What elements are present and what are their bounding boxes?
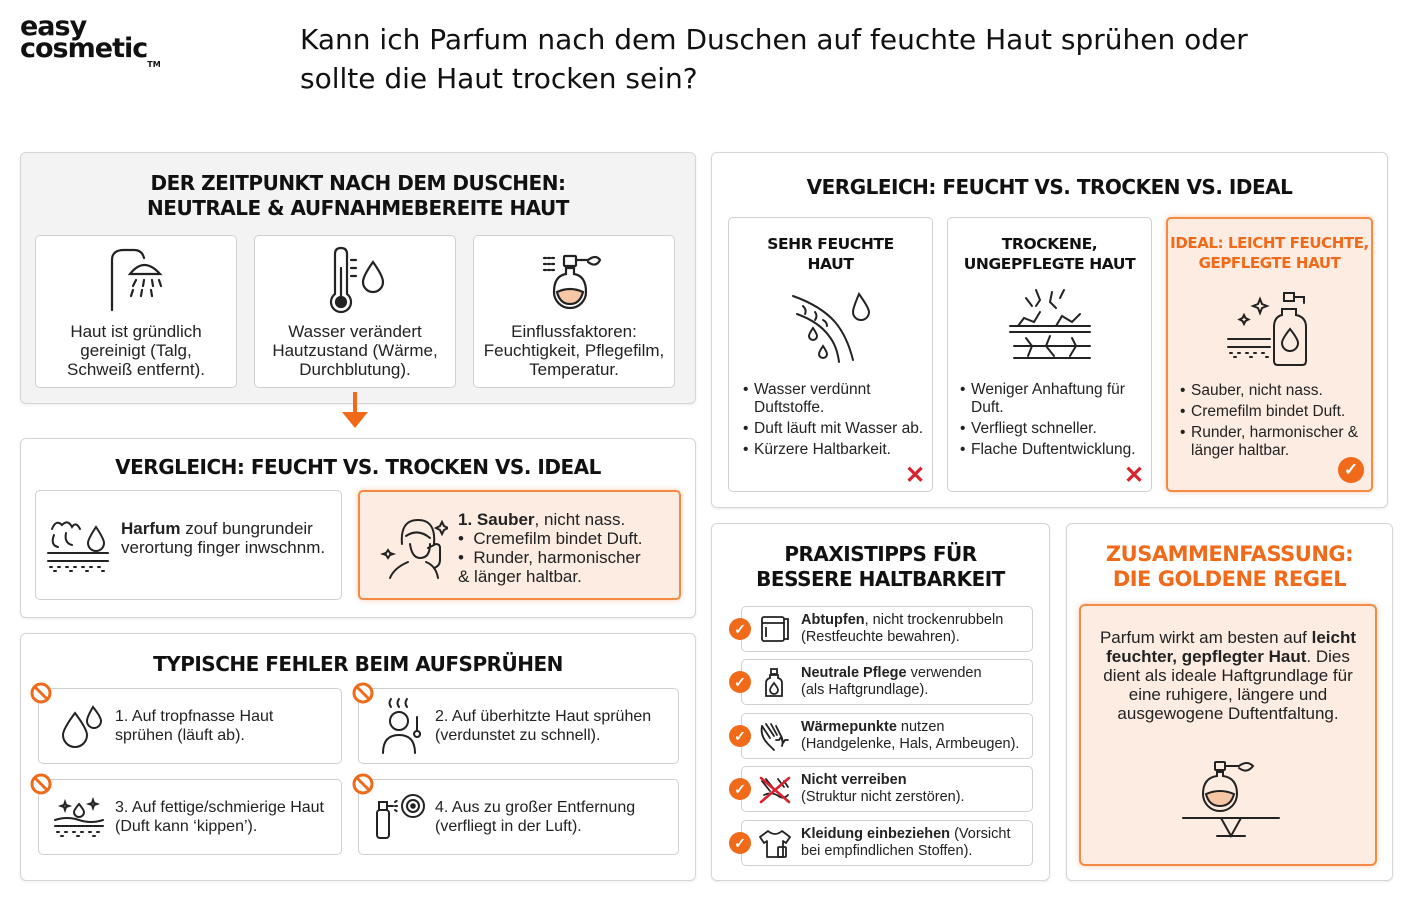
no-sign-icon bbox=[352, 773, 374, 795]
praxis-tip-4-line2: (Struktur nicht zerstören). bbox=[801, 789, 965, 805]
no-sign-icon bbox=[352, 682, 374, 704]
praxis-tip-3-rest: nutzen bbox=[896, 719, 945, 735]
praxis-tip-5 bbox=[741, 820, 1033, 866]
vergleich-small-right-bullet-2: Runder, harmonischer bbox=[473, 548, 641, 567]
check-icon: ✓ bbox=[729, 725, 751, 747]
check-icon: ✓ bbox=[729, 778, 751, 800]
zeitpunkt-title: DER ZEITPUNKT NACH DEM DUSCHEN: NEUTRALE & AUFNAHMEBEREITE HAUT bbox=[147, 171, 569, 220]
arrow-down-icon bbox=[340, 392, 370, 430]
vergleich-small-right-text: 1. Sauber, nicht nass. • Cremefilm bindet Duft. • Runder, harmonischer & länger haltbar. bbox=[458, 510, 678, 586]
lotion-bottle-icon bbox=[758, 668, 790, 703]
check-badge-icon: ✓ bbox=[1338, 457, 1364, 483]
praxis-tip-3-bold: Wärmepunkte bbox=[801, 719, 897, 735]
praxis-tip-5-rest: (Vorsicht bbox=[950, 826, 1011, 842]
overheated-person-icon bbox=[377, 697, 423, 755]
vergleich-col-2-bullet: • Verfliegt schneller. bbox=[960, 420, 1150, 438]
check-icon: ✓ bbox=[729, 671, 751, 693]
vergleich-col-2-bullet: • Flache Duftentwicklung. bbox=[960, 441, 1150, 459]
golden-rule-pre: Parfum wirkt am besten auf bbox=[1099, 628, 1312, 647]
towel-icon bbox=[758, 615, 790, 650]
praxis-tip-2-rest: verwenden bbox=[906, 665, 982, 681]
vergleich-col-3-bullet: • Runder, harmonischer & länger haltbar. bbox=[1180, 424, 1372, 460]
golden-rule-bold: leicht feuchter, gepflegter Haut bbox=[1106, 628, 1357, 666]
cross-icon: ✕ bbox=[905, 462, 926, 489]
spray-distance-icon bbox=[371, 792, 427, 842]
brand-logo bbox=[20, 11, 161, 69]
vergleich-col-2-bullet: • Weniger Anhaftung für Duft. bbox=[960, 381, 1150, 417]
fehler-item-1-text: 1. Auf tropfnasse Haut sprühen (läuft ab). bbox=[115, 708, 274, 744]
vergleich-col-3-title: IDEAL: LEICHT FEUCHTE, GEPFLEGTE HAUT bbox=[1170, 234, 1369, 272]
zeitpunkt-card-3-text: Einflussfaktoren: Feuchtigkeit, Pflegefilm, Temperatur. bbox=[483, 322, 665, 379]
praxis-tip-2 bbox=[741, 659, 1033, 705]
hair-skin-icon bbox=[46, 517, 110, 575]
fehler-title: TYPISCHE FEHLER BEIM AUFSPRÜHEN bbox=[153, 652, 563, 676]
praxis-tip-3 bbox=[741, 713, 1033, 759]
fehler-item-4 bbox=[358, 779, 679, 855]
vergleich-col-3 bbox=[1166, 217, 1373, 492]
brand-line1: easy bbox=[20, 11, 87, 42]
zeitpunkt-card-2-text: Wasser verändert Hautzustand (Wärme, Durchblutung). bbox=[272, 322, 438, 379]
summary-title: ZUSAMMENFASSUNG: DIE GOLDENE REGEL bbox=[1105, 542, 1354, 591]
fehler-item-3-text: 3. Auf fettige/schmierige Haut (Duft kann ‘kippen’). bbox=[115, 799, 324, 835]
wet-arm-icon bbox=[791, 286, 871, 366]
praxis-tip-4 bbox=[741, 766, 1033, 812]
praxis-tip-2-bold: Neutrale Pflege bbox=[801, 665, 907, 681]
praxis-tip-5-text bbox=[801, 826, 1010, 860]
brand-line2: cosmetic bbox=[20, 33, 148, 64]
vergleich-col-1 bbox=[728, 217, 933, 492]
no-sign-icon bbox=[30, 682, 52, 704]
vergleich-col-1-bullet: • Duft läuft mit Wasser ab. bbox=[743, 420, 931, 438]
vergleich-small-right-bullet-1: Cremefilm bindet Duft. bbox=[473, 529, 643, 548]
vergleich-col-3-bullet: • Sauber, nicht nass. bbox=[1180, 382, 1372, 400]
brand-tm: TM bbox=[147, 60, 161, 69]
vergleich-small-left-rest: zouf bungrundeir verortung finger inwschnm. bbox=[121, 519, 326, 557]
vergleich-small-left bbox=[35, 490, 342, 600]
fehler-item-3 bbox=[38, 779, 342, 855]
vergleich-col-2-list bbox=[960, 381, 1150, 462]
golden-rule-post: . Dies dient als ideale Haftgrundlage für eine ruhigere, längere und ausgewogene Duftentfaltung. bbox=[1103, 647, 1353, 723]
vergleich-small-right-rest: , nicht nass. bbox=[534, 510, 626, 529]
praxis-tip-2-text bbox=[801, 665, 982, 699]
vergleich-small-left-bold: Harfum bbox=[121, 519, 181, 538]
praxis-tip-4-text bbox=[801, 772, 965, 806]
fehler-item-2-text: 2. Auf überhitzte Haut sprühen (verdunstet zu schnell). bbox=[435, 708, 652, 744]
fehler-item-2 bbox=[358, 688, 679, 764]
praxis-tip-3-text bbox=[801, 719, 1019, 753]
no-sign-icon bbox=[30, 773, 52, 795]
praxis-tip-2-line2: (als Haftgrundlage). bbox=[801, 682, 929, 698]
lotion-pump-icon bbox=[1226, 287, 1316, 367]
page-title: Kann ich Parfum nach dem Duschen auf feuchte Haut sprühen oder sollte die Haut trocken sein? bbox=[300, 23, 1248, 95]
vergleich-col-1-bullet: • Wasser verdünnt Duftstoffe. bbox=[743, 381, 931, 417]
vergleich-col-3-list bbox=[1180, 382, 1372, 463]
vergleich-small-right-last: & länger haltbar. bbox=[458, 567, 582, 586]
praxis-tip-1-line2: (Restfeuchte bewahren). bbox=[801, 629, 960, 645]
zeitpunkt-card-3 bbox=[473, 235, 675, 388]
golden-rule-text bbox=[1093, 628, 1363, 723]
fehler-item-4-text: 4. Aus zu großer Entfernung (verfliegt in der Luft). bbox=[435, 799, 636, 835]
woman-applying-perfume-icon bbox=[380, 514, 448, 580]
perfume-atomizer-icon bbox=[542, 246, 608, 312]
fehler-item-1 bbox=[38, 688, 342, 764]
oily-skin-icon bbox=[53, 796, 105, 838]
praxis-tip-5-bold: Kleidung einbeziehen bbox=[801, 826, 951, 842]
praxis-tip-1-rest: , nicht trockenrubbeln bbox=[864, 612, 1004, 628]
vergleich-small-left-text bbox=[121, 519, 336, 557]
cross-icon: ✕ bbox=[1124, 462, 1145, 489]
zeitpunkt-card-2 bbox=[254, 235, 456, 388]
praxis-tip-4-bold: Nicht verreiben bbox=[801, 772, 907, 788]
water-drops-icon bbox=[57, 703, 103, 751]
vergleich-col-1-title: SEHR FEUCHTE HAUT bbox=[767, 235, 894, 273]
zeitpunkt-card-1-text: Haut ist gründlich gereinigt (Talg, Schweiß entfernt). bbox=[67, 322, 205, 379]
vergleich-col-1-list bbox=[743, 381, 931, 462]
vergleich-main-title: VERGLEICH: FEUCHT VS. TROCKEN VS. IDEAL bbox=[806, 175, 1293, 199]
check-icon: ✓ bbox=[729, 618, 751, 640]
praxis-title: PRAXISTIPPS FÜR BESSERE HALTBARKEIT bbox=[756, 542, 1005, 591]
hand-pulse-icon bbox=[758, 722, 790, 757]
zeitpunkt-card-1 bbox=[35, 235, 237, 388]
vergleich-small-right-bold: 1. Sauber bbox=[458, 510, 535, 529]
praxis-tip-5-line2: bei empfindlichen Stoffen). bbox=[801, 843, 973, 859]
check-icon: ✓ bbox=[729, 832, 751, 854]
vergleich-small-title: VERGLEICH: FEUCHT VS. TROCKEN VS. IDEAL bbox=[115, 455, 601, 479]
thermometer-drop-icon bbox=[325, 246, 389, 314]
vergleich-col-1-bullet: • Kürzere Haltbarkeit. bbox=[743, 441, 931, 459]
praxis-tip-1-text bbox=[801, 612, 1003, 646]
golden-rule-box bbox=[1079, 604, 1377, 866]
no-rubbing-icon bbox=[758, 775, 792, 810]
praxis-tip-1-bold: Abtupfen bbox=[801, 612, 865, 628]
vergleich-small-right bbox=[358, 490, 681, 600]
dry-cracked-skin-icon bbox=[1006, 288, 1094, 364]
praxis-tip-1 bbox=[741, 606, 1033, 652]
praxis-tip-3-line2: (Handgelenke, Hals, Armbeugen). bbox=[801, 736, 1020, 752]
vergleich-col-2-title: TROCKENE, UNGEPFLEGTE HAUT bbox=[963, 235, 1136, 273]
shower-icon bbox=[106, 246, 168, 312]
tshirt-icon bbox=[758, 829, 792, 864]
vergleich-col-3-bullet: • Cremefilm bindet Duft. bbox=[1180, 403, 1372, 421]
perfume-scale-icon bbox=[1181, 756, 1281, 842]
vergleich-col-2 bbox=[947, 217, 1152, 492]
